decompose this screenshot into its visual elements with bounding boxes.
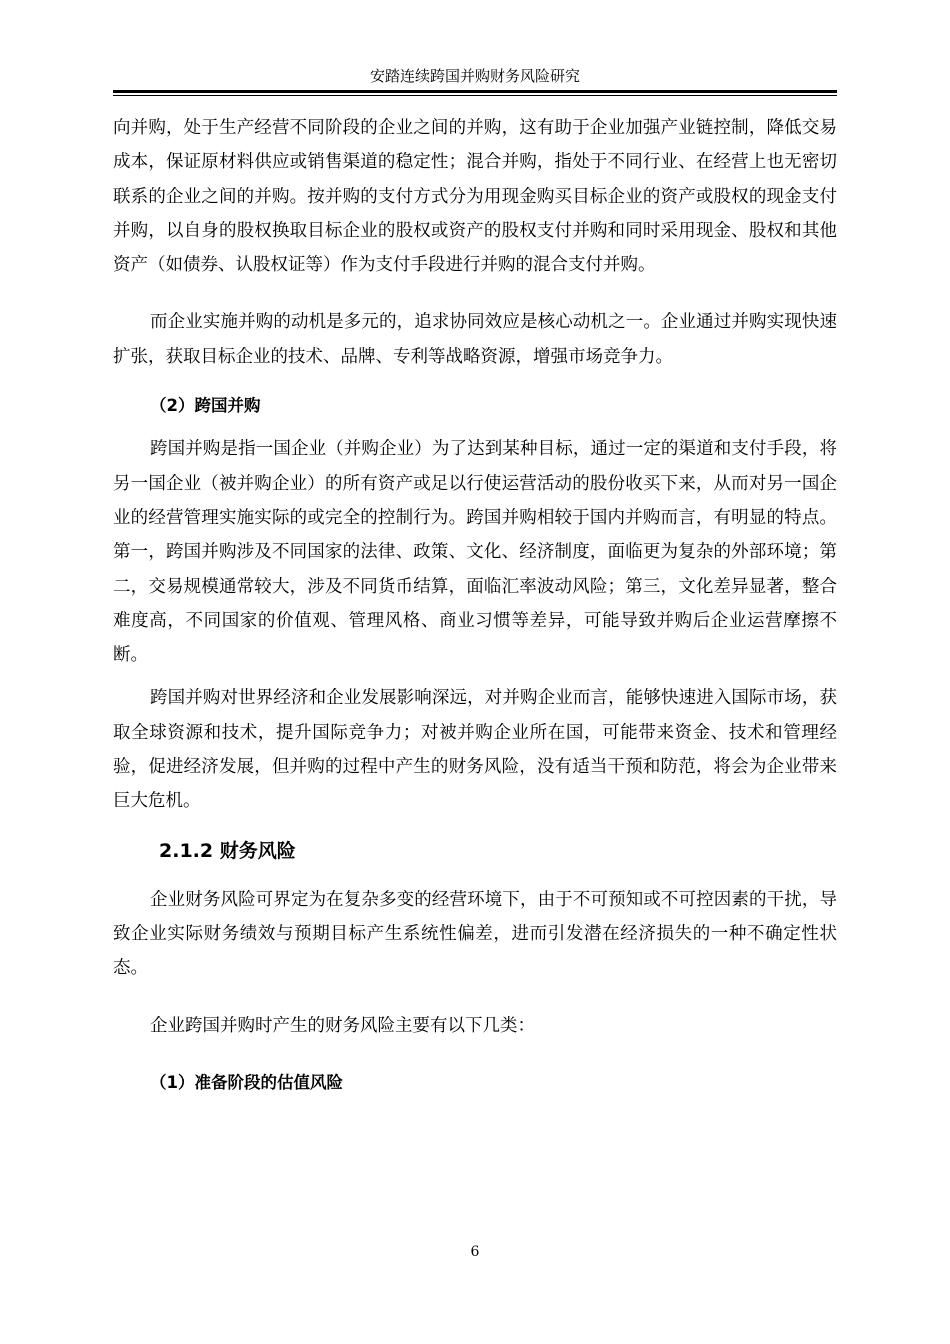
header-rule-thick xyxy=(113,90,837,93)
paragraph-merger-motives: 而企业实施并购的动机是多元的，追求协同效应是核心动机之一。企业通过并购实现快速扩张，获取目标企业的技术、品牌、专利等战略资源，增强市场竞争力。 xyxy=(113,312,837,367)
paragraph-financial-risk-definition: 企业财务风险可界定为在复杂多变的经营环境下，由于不可预知或不可控因素的干扰，导致企业实际财务绩效与预期目标产生系统性偏差，进而引发潜在经济损失的一种不确定性状态。 xyxy=(113,889,837,979)
paragraph-merger-types: 向并购，处于生产经营不同阶段的企业之间的并购，这有助于企业加强产业链控制，降低交易成本，保证原材料供应或销售渠道的稳定性；混合并购，指处于不同行业、在经营上也无密切联系的企业之间的并购。按并购的支付方式分为用现金购买目标企业的资产或股权的现金支付并购，以自身的股权换取目标企业的股权或资产的股权支付并购和同时采用现金、股权和其他资产（如债券、认股权证等）作为支付手段进行并购的混合支付并购。 xyxy=(113,118,837,276)
running-header: 安踏连续跨国并购财务风险研究 xyxy=(369,67,580,85)
page-body xyxy=(113,111,837,1100)
subheading-cross-border-merger: （2）跨国并购 xyxy=(150,396,261,416)
header-rule-thin xyxy=(113,95,837,96)
paragraph-risk-categories-intro: 企业跨国并购时产生的财务风险主要有以下几类： xyxy=(150,1015,535,1036)
page-number: 6 xyxy=(470,1244,480,1260)
section-heading-financial-risk: 2.1.2 财务风险 xyxy=(159,839,296,862)
subheading-valuation-risk: （1）准备阶段的估值风险 xyxy=(150,1072,343,1092)
paragraph-cross-border-definition: 跨国并购是指一国企业（并购企业）为了达到某种目标，通过一定的渠道和支付手段，将另一国企业（被并购企业）的所有资产或足以行使运营活动的股份收买下来，从而对另一国企业的经营管理实施实际的或完全的控制行为。跨国并购相较于国内并购而言，有明显的特点。第一，跨国并购涉及不同国家的法律、政策、文化、经济制度，面临更为复杂的外部环境；第二，交易规模通常较大，涉及不同货币结算，面临汇率波动风险；第三，文化差异显著，整合难度高，不同国家的价值观、管理风格、商业习惯等差异，可能导致并购后企业运营摩擦不断。 xyxy=(113,439,837,666)
paragraph-cross-border-impact: 跨国并购对世界经济和企业发展影响深远，对并购企业而言，能够快速进入国际市场，获取全球资源和技术，提升国际竞争力；对被并购企业所在国，可能带来资金、技术和管理经验，促进经济发展，但并购的过程中产生的财务风险，没有适当干预和防范，将会为企业带来巨大危机。 xyxy=(113,688,837,812)
